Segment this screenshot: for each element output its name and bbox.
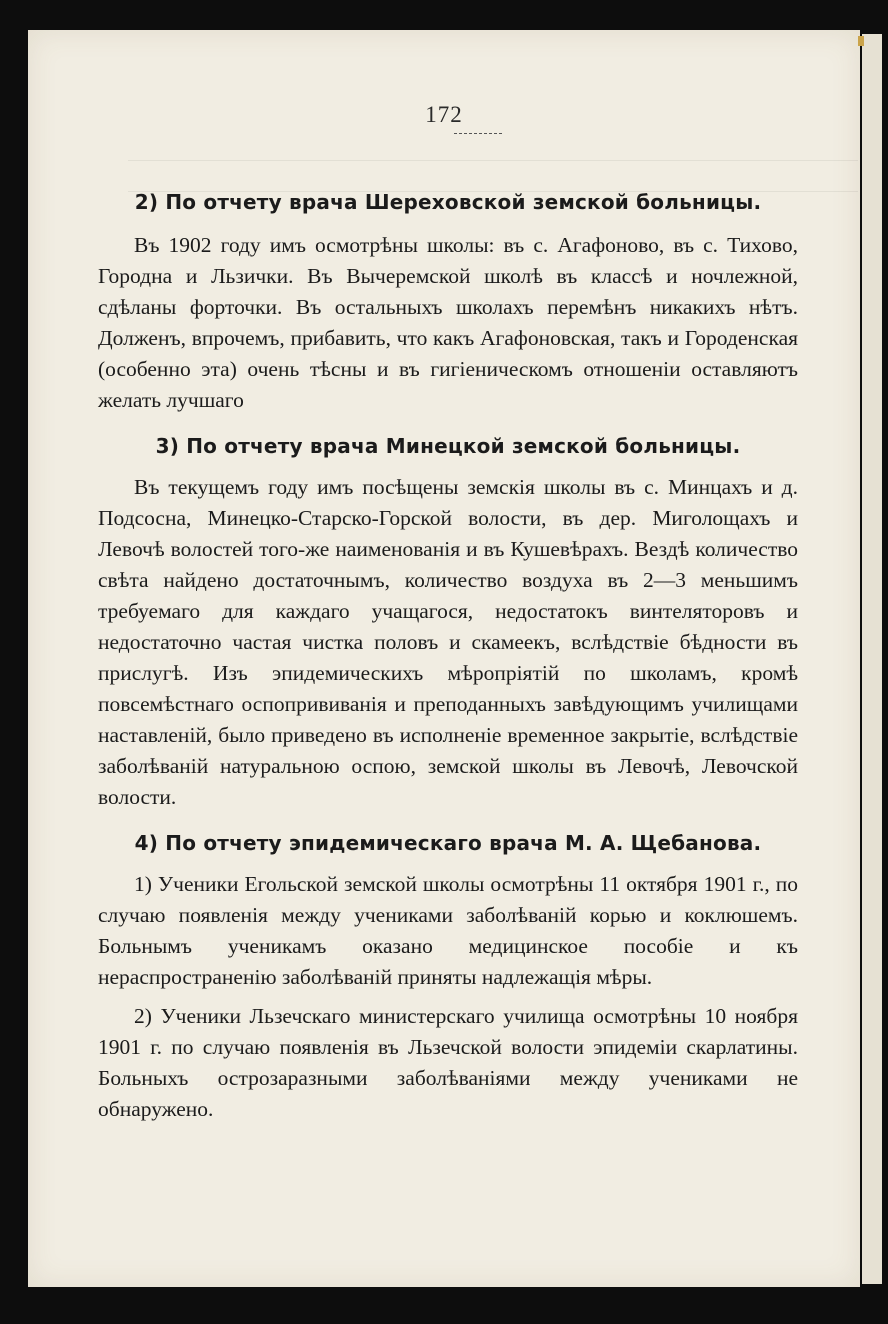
section-heading-4: 4) По отчету эпидемическаго врача М. А. Щебанова.: [134, 831, 762, 855]
section-2-paragraph: Въ 1902 году имъ осмотрѣны школы: въ с. Агафоново, въ с. Тихово, Городна и Льзички. Въ Вычеремской школѣ въ классѣ и ночлежной, сдѣланы форточки. Въ остальныхъ школахъ перемѣнъ никакихъ нѣтъ. Долженъ, впрочемъ, прибавить, что какъ Агафоновская, такъ и Городенская (особенно эта) очень тѣсны и въ гигіеническомъ отношеніи оставляютъ желать лучшаго: [98, 233, 798, 412]
section-4-paragraph-1: 1) Ученики Егольской земской школы осмотрѣны 11 октября 1901 г., по случаю появленія между учениками заболѣваній корью и коклюшемъ. Больнымъ ученикамъ оказано медицинское пособіе и къ нераспространенію заболѣваній приняты надлежащія мѣры.: [98, 872, 798, 989]
page-number-underline: [454, 131, 502, 134]
section-heading-2: 2) По отчету врача Шереховской земской больницы.: [134, 190, 762, 214]
book-page: [28, 30, 860, 1287]
page-number: 172: [425, 102, 463, 127]
page-edge-tab: [858, 36, 864, 46]
section-4-paragraph-2: 2) Ученики Льзечскаго министерскаго училища осмотрѣны 10 ноября 1901 г. по случаю появленія въ Льзечской волости эпидеміи скарлатины. Больныхъ острозаразными заболѣваніями между учениками не обнаружено.: [98, 1004, 798, 1121]
adjacent-page-edge: [862, 34, 882, 1284]
show-through-artifact: [128, 160, 858, 192]
section-heading-3: 3) По отчету врача Минецкой земской больницы.: [155, 434, 741, 458]
section-3-paragraph: Въ текущемъ году имъ посѣщены земскія школы въ с. Минцахъ и д. Подсосна, Минецко-Старско-Горской волости, въ дер. Миголощахъ и Левочѣ волостей того-же наименованія и въ Кушевѣрахъ. Вездѣ количество свѣта найдено достаточнымъ, количество воздуха въ 2—3 меньшимъ требуемаго для каждаго учащагося, недостатокъ винтеляторовъ и недостаточно частая чистка половъ и скамеекъ, вслѣдствіе бѣдности въ прислугѣ. Изъ эпидемическихъ мѣропріятій по школамъ, кромѣ повсемѣстнаго оспопрививанія и преподанныхъ завѣдующимъ училищами наставленій, было приведено въ исполненіе временное закрытіе, вслѣдствіе заболѣваній натуральною оспою, земской школы въ Левочѣ, Левочской волости.: [98, 475, 798, 809]
page-content: [98, 190, 798, 1125]
